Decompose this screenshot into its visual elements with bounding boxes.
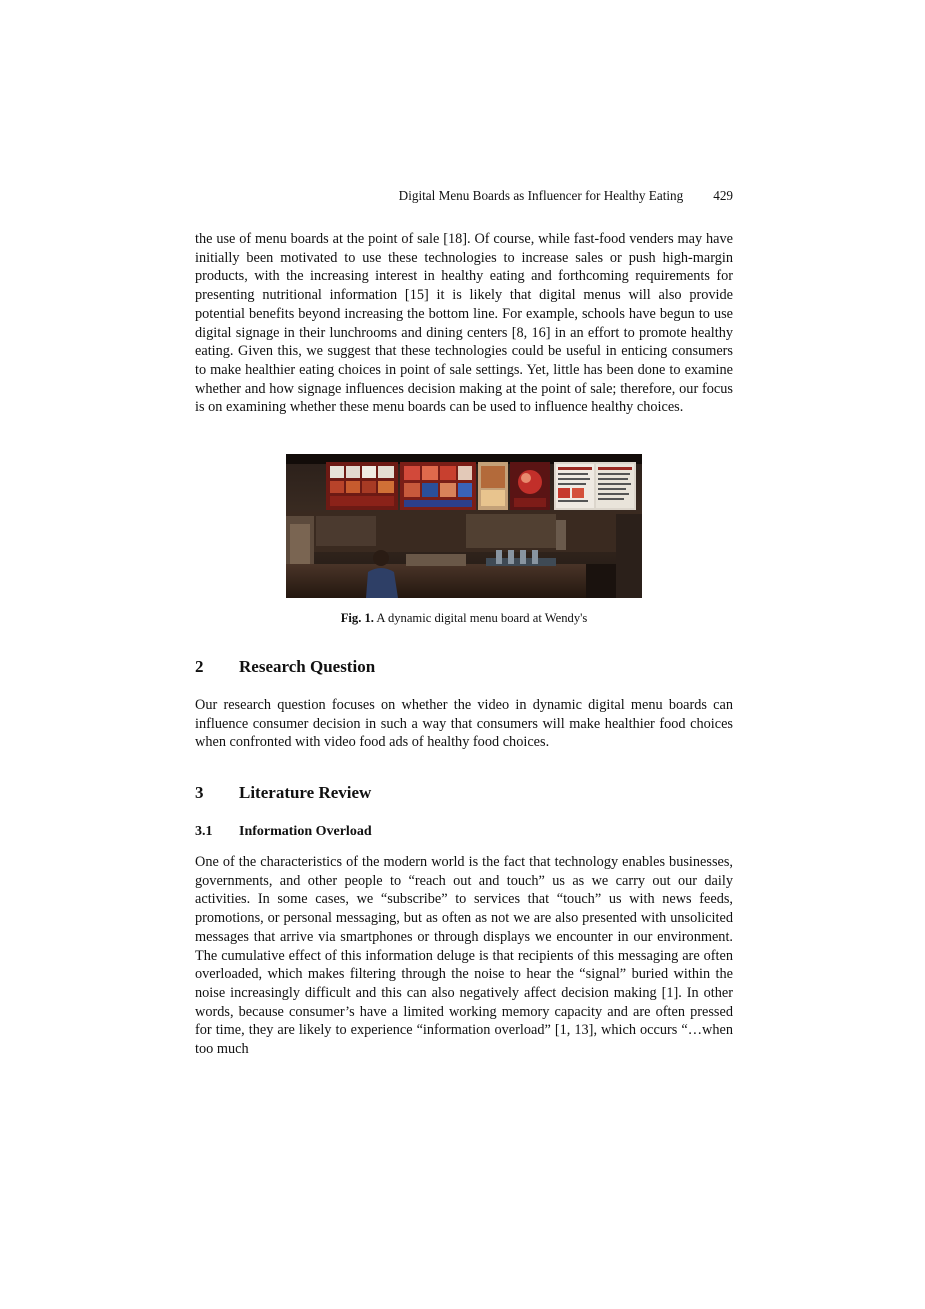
subsection-number: 3.1 (195, 824, 213, 839)
body-paragraph-2: Our research question focuses on whether the video in dynamic digital menu boards can influence consumer decision in such a way that consumers will make healthier food choices when confronted with video food ads of healthy food choices. (195, 697, 733, 751)
figure-caption (195, 609, 733, 627)
page-number: 429 (713, 188, 733, 203)
section-number: 3 (195, 783, 204, 802)
menu-board-photo (286, 454, 642, 598)
section-title: Research Question (239, 657, 376, 676)
figure-label: Fig. 1. (340, 611, 374, 625)
section-number: 2 (195, 657, 204, 676)
running-title: Digital Menu Boards as Influencer for Healthy Eating (398, 188, 684, 203)
body-paragraph-1: the use of menu boards at the point of sale [18]. Of course, while fast-food venders may have initially been motivated to use these technologies to increase sales or push high-margin products, with the increasing interest in healthy eating and forthcoming requirements for presenting nutritional information [15] it is likely that digital menus will also provide potential benefits beyond increasing the bottom line. For example, schools have begun to use digital signage in their lunchrooms and dining centers [8, 16] in an effort to promote healthy eating. Given this, we suggest that these technologies could be useful in enticing consumers to make healthier eating choices in point of sale settings. Yet, little has been done to examine whether and how signage influences decision making at the point of sale; therefore, our focus is on examining whether these menu boards can be used to influence healthy choices. (195, 231, 733, 416)
running-header (195, 187, 733, 205)
section-heading-research (195, 656, 733, 678)
subsection-title: Information Overload (239, 824, 372, 839)
section-title: Literature Review (239, 783, 372, 802)
figure-caption-text: A dynamic digital menu board at Wendy's (376, 611, 588, 625)
subsection-heading-overload (195, 822, 733, 842)
body-paragraph-3: One of the characteristics of the modern world is the fact that technology enables businesses, governments, and other people to “reach out and touch” us as we carry out our daily activities. In some cases, we “subscribe” to services that “touch” us with news feeds, promotions, or personal messaging, but as often as not we are also presented with unsolicited messages that arrive via smartphones or through displays we encounter in our environment. The cumulative effect of this information deluge is that recipients of this messaging are often overloaded, which makes filtering through the noise to hear the “signal” buried within the noise increasingly difficult and this can also negatively affect decision making [1]. In other words, because consumer’s have a limited working memory capacity and are often pressed for time, they are likely to experience “information overload” [1, 13], which occurs “…when too much (195, 854, 733, 1058)
section-heading-literature (195, 782, 733, 804)
